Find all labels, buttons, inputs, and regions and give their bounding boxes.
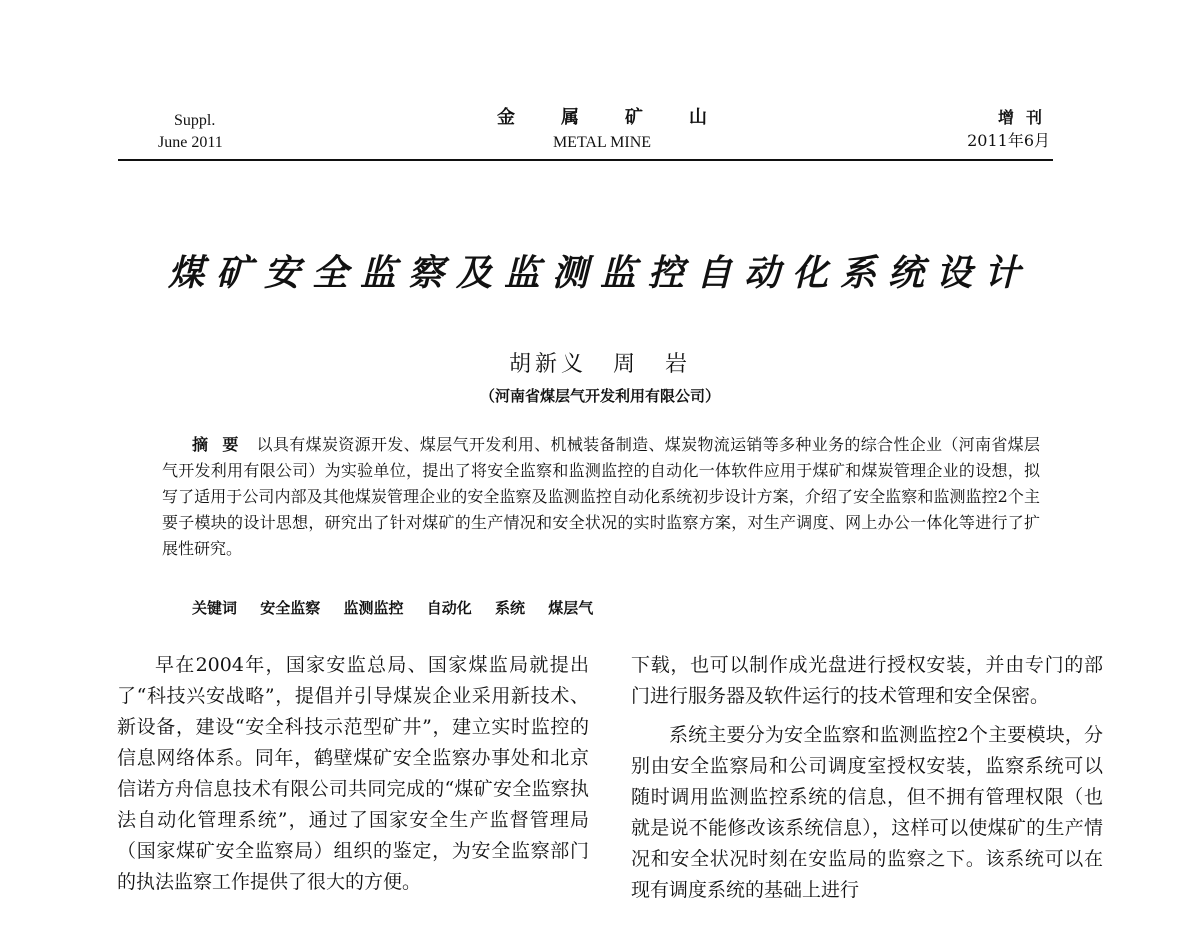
journal-name-en: METAL MINE — [552, 134, 652, 151]
running-header-center — [452, 106, 752, 154]
keyword: 系统 — [495, 599, 526, 617]
running-header-right — [967, 106, 1054, 152]
abstract-label: 摘要 — [192, 435, 253, 454]
body-column-right — [631, 650, 1103, 906]
running-header-left — [158, 110, 223, 154]
keyword: 自动化 — [426, 599, 472, 617]
body-paragraph: 系统主要分为安全监察和监测监控2个主要模块，分别由安全监察局和公司调度室授权安装，监察系统可以随时调用监测监控系统的信息，但不拥有管理权限（也就是说不能修改该系统信息），这样可以使煤矿的生产情况和安全状况时刻在安监局的监察之下。该系统可以在现有调度系统的基础上进行 — [631, 724, 1103, 901]
body-paragraph: 早在2004年，国家安监总局、国家煤监局就提出了“科技兴安战略”，提倡并引导煤炭企业采用新技术、新设备，建设“安全科技示范型矿井”，建立实时监控的信息网络体系。同年，鹤壁煤矿安全监察办事处和北京信诺方舟信息技术有限公司共同完成的“煤矿安全监察执法自动化管理系统”，通过了国家安全生产监督管理局（国家煤矿安全监察局）组织的鉴定，为安全监察部门的执法监察工作提供了很大的方便。 — [117, 654, 589, 893]
issue-date-cn: 2011年6月 — [967, 131, 1050, 150]
keyword: 煤层气 — [548, 599, 594, 617]
keywords-label: 关键词 — [192, 599, 238, 617]
author-affiliation: （河南省煤层气开发利用有限公司） — [479, 387, 720, 405]
issue-type-cn: 增刊 — [997, 108, 1054, 127]
article-title: 煤矿安全监察及监测监控自动化系统设计 — [167, 252, 1032, 294]
header-rule — [118, 159, 1053, 161]
abstract-text: 以具有煤炭资源开发、煤层气开发利用、机械装备制造、煤炭物流运销等多种业务的综合性企业（河南省煤层气开发利用有限公司）为实验单位，提出了将安全监察和监测监控的自动化一体软件应用于煤矿和煤炭管理企业的设想，拟写了适用于公司内部及其他煤炭管理企业的安全监察及监测监控自动化系统初步设计方案，介绍了安全监察和监测监控2个主要子模块的设计思想，研究出了针对煤矿的生产情况和安全状况的实时监察方案，对生产调度、网上办公一体化等进行了扩展性研究。 — [162, 435, 1040, 558]
issue-date-en: June 2011 — [158, 134, 223, 151]
body-paragraph: 下载，也可以制作成光盘进行授权安装，并由专门的部门进行服务器及软件运行的技术管理和安全保密。 — [631, 654, 1103, 707]
supplement-label: Suppl. — [174, 112, 216, 129]
abstract — [162, 432, 1040, 562]
keywords — [192, 596, 611, 620]
body-column-left — [117, 650, 589, 898]
article-authors: 胡新义 周 岩 — [508, 352, 691, 377]
journal-name-cn: 金属矿山 — [497, 107, 753, 128]
keyword: 安全监察 — [260, 599, 321, 617]
keyword: 监测监控 — [343, 599, 404, 617]
